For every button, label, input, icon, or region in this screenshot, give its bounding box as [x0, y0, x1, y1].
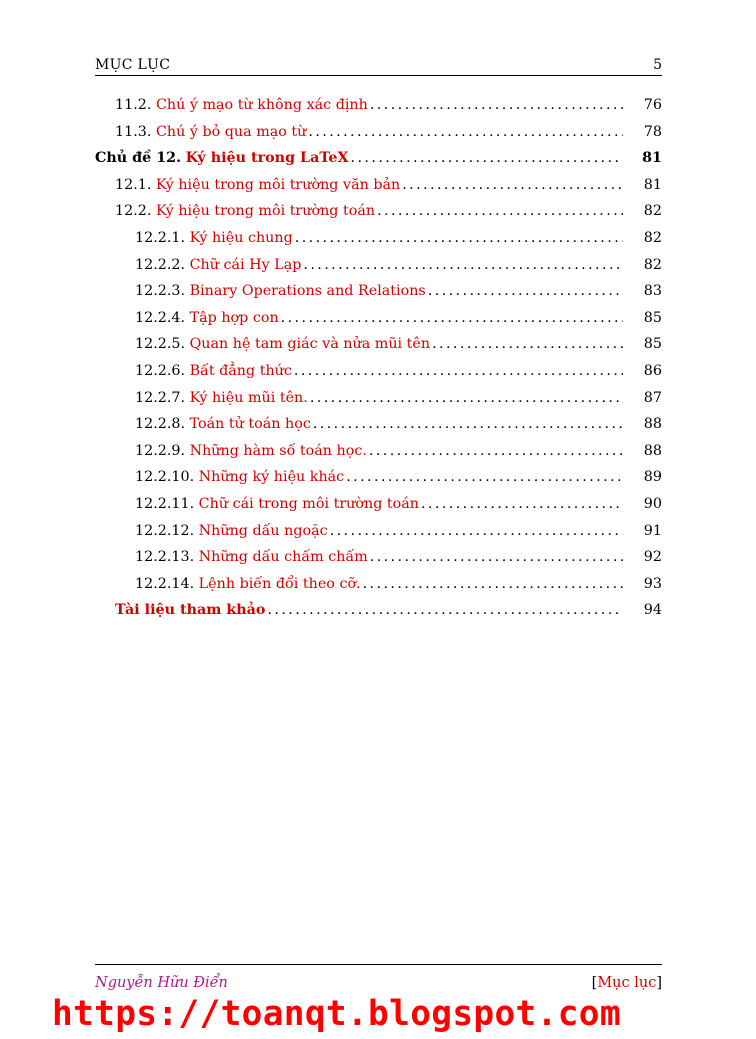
blog-url-watermark[interactable]: https://toanqt.blogspot.com	[52, 994, 621, 1034]
toc-back-link-label: Mục lục	[597, 975, 657, 991]
toc-entry-page: 76	[643, 97, 662, 113]
toc-entry-link[interactable]	[115, 600, 623, 620]
toc-entry-title[interactable]: Chữ cái Hy Lạp	[189, 256, 302, 273]
toc-entry-page: 82	[643, 229, 662, 246]
leader-dots	[265, 600, 623, 620]
toc-entry-page: 91	[643, 522, 662, 539]
toc-entry-title[interactable]: Tập hợp con	[189, 309, 279, 326]
toc-entry-link[interactable]	[115, 122, 623, 142]
toc-entry-link[interactable]	[135, 281, 623, 301]
leader-dots	[293, 228, 623, 248]
toc-entry-number: 12.2.12.	[135, 522, 195, 539]
toc-entry-number: 11.3.	[115, 123, 152, 140]
toc-entry-link[interactable]	[95, 148, 623, 168]
toc-entry[interactable]	[0, 122, 756, 149]
toc-entry-page: 94	[643, 602, 662, 619]
toc-entry[interactable]	[0, 467, 756, 494]
toc-entry-number: 12.2.7.	[135, 389, 186, 406]
toc-entry-link[interactable]	[135, 228, 623, 248]
toc-entry-number: 12.2.3.	[135, 283, 186, 300]
toc-entry-title[interactable]: Chú ý bỏ qua mạo từ	[155, 123, 307, 140]
footer-author: Nguyễn Hữu Điển	[95, 975, 228, 991]
toc-entry-link[interactable]	[115, 175, 623, 195]
toc-entry-link[interactable]	[135, 547, 623, 567]
toc-entry-number: 12.2.4.	[135, 309, 186, 326]
leader-dots	[361, 574, 623, 594]
toc-entry-page: 93	[643, 575, 662, 592]
toc-entry-page: 82	[643, 256, 662, 273]
leader-dots	[419, 494, 623, 514]
link-bracket-open: [	[591, 975, 598, 991]
header-title: MỤC LỤC	[95, 57, 171, 73]
toc-entry[interactable]	[0, 95, 756, 122]
toc-entry-title[interactable]: Những ký hiệu khác	[198, 469, 345, 486]
toc-entry-title[interactable]: Những dấu chấm chấm	[198, 549, 368, 566]
toc-entry-title[interactable]: Ký hiệu trong môi trường văn bản	[155, 176, 401, 193]
toc-entry-link[interactable]	[135, 388, 623, 408]
toc-entry-page: 85	[643, 336, 662, 353]
toc-entry-page: 88	[643, 442, 662, 459]
toc-entry[interactable]	[0, 441, 756, 468]
toc-entry-title[interactable]: Chú ý mạo từ không xác định	[155, 97, 368, 113]
toc-entry-title[interactable]: Binary Operations and Relations	[189, 283, 426, 300]
toc-entry-page: 78	[643, 123, 662, 140]
toc-entry[interactable]	[0, 414, 756, 441]
leader-dots	[368, 547, 623, 567]
toc-entry-link[interactable]	[115, 95, 623, 115]
toc-entry[interactable]	[0, 521, 756, 548]
toc-entry-page: 81	[643, 176, 662, 193]
toc-entry-number: 12.2.10.	[135, 469, 195, 486]
toc-entry-number: 12.2.11.	[135, 495, 195, 512]
toc-entry-page: 86	[643, 362, 662, 379]
leader-dots	[292, 361, 623, 381]
toc-entry-number: 12.2.1.	[135, 229, 186, 246]
toc-entry-link[interactable]	[115, 201, 623, 221]
toc-entry-title[interactable]: Ký hiệu trong môi trường toán	[155, 203, 376, 220]
leader-dots	[430, 334, 623, 354]
toc-entry-number: 12.2.6.	[135, 362, 186, 379]
toc-entry-number: Chủ đề 12.	[95, 150, 182, 167]
toc-entry[interactable]	[0, 175, 756, 202]
toc-entry[interactable]	[0, 574, 756, 601]
leader-dots	[328, 521, 623, 541]
toc-entry-link[interactable]	[135, 574, 623, 594]
toc-entry-link[interactable]	[135, 361, 623, 381]
toc-entry-title[interactable]: Ký hiệu chung	[189, 229, 293, 246]
leader-dots	[311, 414, 623, 434]
leader-dots	[375, 201, 623, 221]
toc-entry-page: 89	[643, 469, 662, 486]
footer-rule	[95, 964, 662, 965]
toc-entry-page: 92	[643, 549, 662, 566]
toc-entry-link[interactable]	[135, 441, 623, 461]
leader-dots	[367, 441, 623, 461]
toc-entry[interactable]	[0, 148, 756, 175]
toc-entry-link[interactable]	[135, 255, 623, 275]
toc-entry-number: 11.2.	[115, 97, 152, 113]
toc-entry-page: 85	[643, 309, 662, 326]
toc-entry[interactable]	[0, 201, 756, 228]
toc-entry-link[interactable]	[135, 334, 623, 354]
toc-entry-page: 81	[642, 150, 662, 167]
leader-dots	[368, 95, 623, 115]
toc-entry-number: 12.2.9.	[135, 442, 186, 459]
toc-entry[interactable]	[0, 547, 756, 574]
toc-entry[interactable]	[0, 388, 756, 415]
page-footer	[95, 973, 662, 993]
link-bracket-close: ]	[656, 975, 662, 991]
toc-entry-title[interactable]: Những hàm số toán học.	[189, 442, 367, 459]
toc-entry[interactable]	[0, 281, 756, 308]
toc-entry-title[interactable]: Quan hệ tam giác và nửa mũi tên	[189, 336, 431, 353]
header-rule	[95, 75, 662, 76]
toc-entry-title[interactable]: Bất đẳng thức	[189, 362, 292, 379]
toc-entry-title[interactable]: Lệnh biến đổi theo cỡ.	[198, 575, 361, 592]
toc-entry[interactable]	[0, 600, 756, 627]
toc-entry[interactable]	[0, 255, 756, 282]
toc-entry-number: 12.2.	[115, 203, 152, 220]
toc-entry-link[interactable]	[135, 521, 623, 541]
toc-entry[interactable]	[0, 494, 756, 521]
header-page-number: 5	[653, 57, 662, 73]
toc-entry[interactable]	[0, 334, 756, 361]
toc-entry-number: 12.1.	[115, 176, 152, 193]
toc-entry-page: 82	[643, 203, 662, 220]
leader-dots	[301, 255, 623, 275]
toc-entry-title[interactable]: Ký hiệu trong LaTeX	[185, 150, 349, 167]
toc-entry-page: 88	[643, 416, 662, 433]
leader-dots	[306, 122, 623, 142]
table-of-contents	[0, 95, 756, 627]
leader-dots	[344, 467, 623, 487]
toc-entry-page: 83	[643, 283, 662, 300]
toc-entry-title[interactable]: Những dấu ngoặc	[198, 522, 328, 539]
toc-entry-title[interactable]: Toán tử toán học	[189, 416, 311, 433]
toc-entry[interactable]	[0, 308, 756, 335]
toc-entry[interactable]	[0, 228, 756, 255]
toc-entry[interactable]	[0, 361, 756, 388]
toc-entry-title[interactable]: Ký hiệu mũi tên.	[189, 389, 308, 406]
toc-entry-link[interactable]	[135, 467, 623, 487]
leader-dots	[426, 281, 623, 301]
leader-dots	[308, 388, 623, 408]
leader-dots	[349, 148, 623, 168]
leader-dots	[400, 175, 623, 195]
toc-entry-number: 12.2.8.	[135, 416, 186, 433]
toc-entry-number: 12.2.13.	[135, 549, 195, 566]
toc-back-link[interactable]	[592, 973, 662, 993]
toc-entry-page: 90	[643, 495, 662, 512]
toc-entry-link[interactable]	[135, 494, 623, 514]
toc-entry-title[interactable]: Tài liệu tham khảo	[115, 602, 266, 619]
page-header	[95, 56, 662, 74]
toc-entry-page: 87	[643, 389, 662, 406]
toc-entry-link[interactable]	[135, 308, 623, 328]
toc-entry-number: 12.2.14.	[135, 575, 195, 592]
toc-entry-title[interactable]: Chữ cái trong môi trường toán	[198, 495, 419, 512]
toc-entry-number: 12.2.2.	[135, 256, 186, 273]
toc-entry-number: 12.2.5.	[135, 336, 186, 353]
toc-entry-link[interactable]	[135, 414, 623, 434]
leader-dots	[279, 308, 623, 328]
